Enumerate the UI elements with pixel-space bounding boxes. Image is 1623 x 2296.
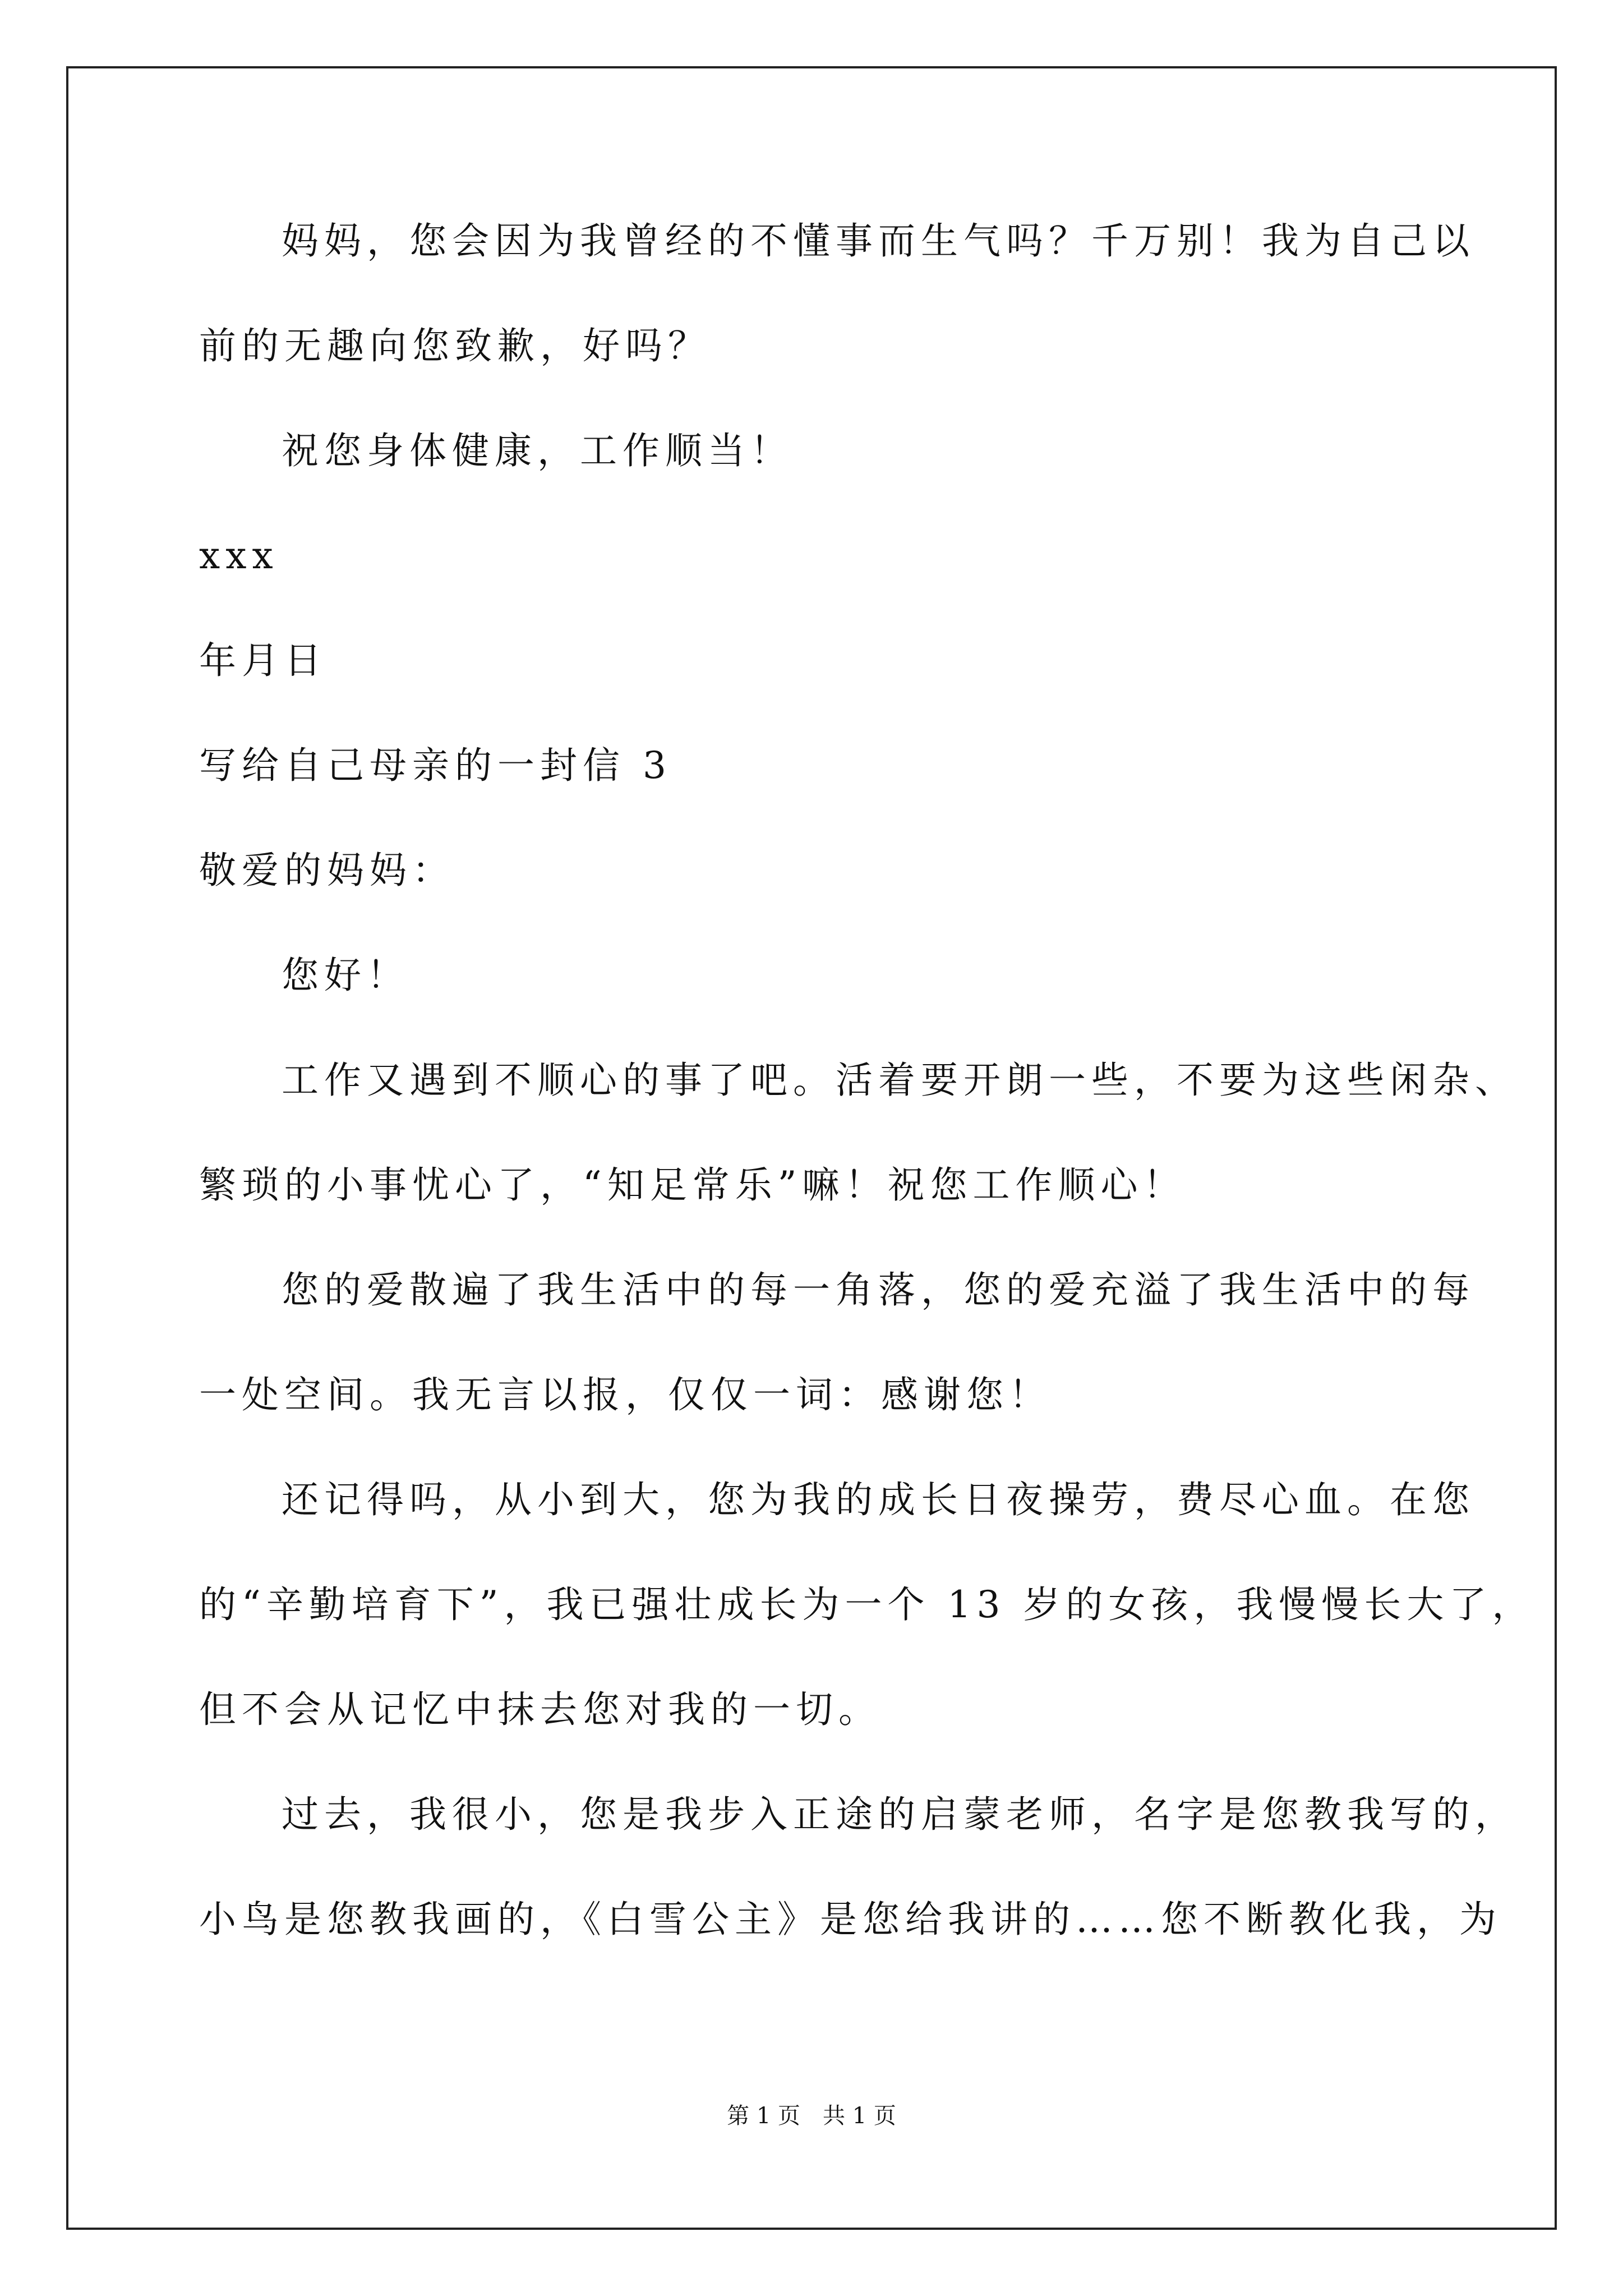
paragraph-line: 过去，我很小，您是我步入正途的启蒙老师，名字是您教我写的，	[282, 1793, 1518, 1836]
paragraph-line: 前的无趣向您致歉，好吗？	[199, 324, 711, 367]
page-footer: 第 1 页 共 1 页	[727, 2103, 896, 2129]
letter-title: 写给自己母亲的一封信 3	[199, 744, 672, 787]
salutation: 敬爱的妈妈：	[199, 849, 455, 892]
paragraph-line: 繁琐的小事忧心了，“知足常乐”嘛！祝您工作顺心！	[199, 1163, 1186, 1207]
paragraph-line: 但不会从记忆中抹去您对我的一切。	[199, 1688, 881, 1731]
paragraph-line: 一处空间。我无言以报，仅仅一词：感谢您！	[199, 1373, 1052, 1416]
greeting: 您好！	[282, 954, 409, 997]
paragraph-line: 祝您身体健康，工作顺当！	[282, 429, 793, 472]
date-line: 年月日	[199, 639, 327, 682]
paragraph-line: 的“辛勤培育下”，我已强壮成长为一个 13 岁的女孩，我慢慢长大了，	[199, 1583, 1535, 1626]
paragraph-line: 您的爱散遍了我生活中的每一角落，您的爱充溢了我生活中的每	[282, 1268, 1475, 1312]
paragraph-line: 工作又遇到不顺心的事了吧。活着要开朗一些，不要为这些闲杂、	[282, 1059, 1518, 1102]
paragraph-line: 妈妈，您会因为我曾经的不懂事而生气吗？千万别！我为自己以	[282, 219, 1475, 263]
paragraph-line: 小鸟是您教我画的，《白雪公主》是您给我讲的……您不断教化我，为	[199, 1898, 1502, 1941]
signature-line: xxx	[199, 534, 279, 577]
paragraph-line: 还记得吗，从小到大，您为我的成长日夜操劳，费尽心血。在您	[282, 1478, 1475, 1521]
